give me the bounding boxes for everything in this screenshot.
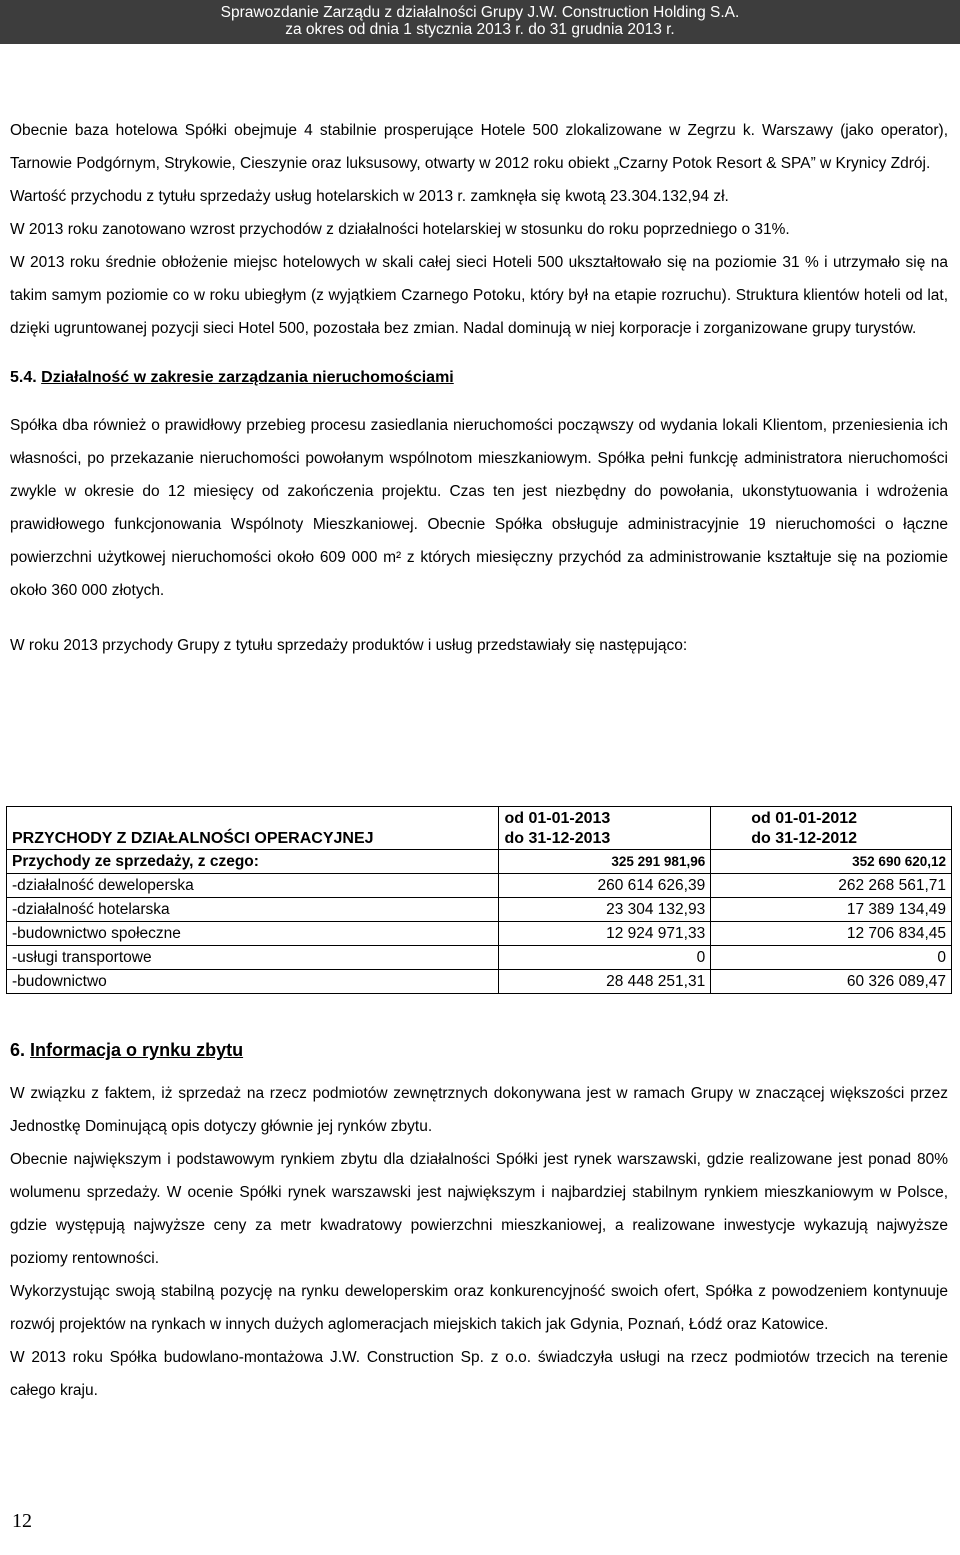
row-value-2013: 23 304 132,93 (499, 898, 711, 922)
row-label: -budownictwo (7, 970, 499, 994)
row-label: Przychody ze sprzedaży, z czego: (7, 850, 499, 874)
table-row (7, 946, 952, 970)
table-row (7, 898, 952, 922)
hotels-paragraph-2: Wartość przychodu z tytułu sprzedaży usług hotelarskich w 2013 r. zamknęła się kwotą 23.304.132,94 zł. (10, 188, 729, 205)
hotels-paragraph-4: W 2013 roku średnie obłożenie miejsc hotelowych w skali całej sieci Hoteli 500 ukształtowało się na poziomie 31 % i utrzymało się na takim samym poziomie co w roku ubiegłym (z wyjątkiem Czarnego Potoku, który był na etapie rozruchu). Struktura klientów hoteli od lat, dzięki ugruntowanej pozycji sieci Hotel 500, pozostała bez zmian. Nadal dominują w niej korporacje i zorganizowane grupy turystów. (10, 254, 948, 337)
header-2013-to: do 31-12-2013 (504, 830, 611, 847)
row-value-2013: 0 (499, 946, 711, 970)
section-6-number: 6. (10, 1040, 26, 1060)
revenue-intro: W roku 2013 przychody Grupy z tytułu sprzedaży produktów i usług przedstawiały się następująco: (10, 637, 688, 654)
row-value-2012: 262 268 561,71 (711, 874, 952, 898)
header-line-1: Sprawozdanie Zarządu z działalności Grupy J.W. Construction Holding S.A. (220, 4, 740, 21)
table-row (7, 970, 952, 994)
header-category: PRZYCHODY Z DZIAŁALNOŚCI OPERACYJNEJ (7, 807, 499, 850)
row-label: -usługi transportowe (7, 946, 499, 970)
document-body (10, 114, 948, 662)
header-period-2012 (711, 807, 952, 850)
header-2012-to: do 31-12-2012 (751, 830, 858, 847)
section-6-heading (10, 1040, 948, 1061)
market-paragraph-2: Obecnie największym i podstawowym rynkiem zbytu dla działalności Spółki jest rynek warszawski, gdzie realizowane jest ponad 80% wolumenu sprzedaży. W ocenie Spółki rynek warszawski jest największym i najbardziej stabilnym rynkiem mieszkaniowym w Polsce, gdzie występują najwyższe ceny za metr kwadratowy powierzchni mieszkaniowej, a realizowane inwestycje wykazują najwyższe poziomy rentowności. (10, 1151, 948, 1267)
row-value-2013: 260 614 626,39 (499, 874, 711, 898)
section-5-4-heading (10, 369, 948, 387)
table-row (7, 922, 952, 946)
row-value-2012: 60 326 089,47 (711, 970, 952, 994)
document-header (0, 0, 960, 44)
header-2012-from: od 01-01-2012 (751, 810, 858, 827)
section-5-4-number: 5.4. (10, 369, 37, 386)
row-value-2012: 0 (711, 946, 952, 970)
hotels-paragraph-3: W 2013 roku zanotowano wzrost przychodów z działalności hotelarskiej w stosunku do roku poprzedniego o 31%. (10, 221, 790, 238)
hotels-paragraph-1: Obecnie baza hotelowa Spółki obejmuje 4 stabilnie prosperujące Hotele 500 zlokalizowane w Zegrzu k. Warszawy (jako operator), Tarnowie Podgórnym, Strykowie, Cieszynie oraz luksusowy, otwarty w 2012 roku obiekt „Czarny Potok Resort & SPA” w Krynicy Zdrój. (10, 122, 948, 172)
row-value-2012: 12 706 834,45 (711, 922, 952, 946)
row-value-2013: 28 448 251,31 (499, 970, 711, 994)
property-management-paragraph: Spółka dba również o prawidłowy przebieg procesu zasiedlania nieruchomości począwszy od wydania lokali Klientom, przeniesienia ich własności, po przekazanie nieruchomości powołanym wspólnotom mieszkaniowym. Spółka pełni funkcję administratora nieruchomości zwykle w okresie do 12 miesięcy od zakończenia projektu. Czas ten jest niezbędny do powołania, ukonstytuowania i wdrożenia prawidłowego funkcjonowania Wspólnoty Mieszkaniowej. Obecnie Spółka obsługuje administracyjnie 19 nieruchomości o łączne powierzchni użytkowej nieruchomości około 609 000 m² z których miesięczny przychód za administrowanie kształtuje się na poziomie około 360 000 złotych. (10, 417, 948, 599)
revenue-table (6, 806, 952, 994)
row-value-2013: 325 291 981,96 (499, 850, 711, 874)
revenue-table-header (7, 807, 952, 850)
market-paragraph-1: W związku z faktem, iż sprzedaż na rzecz podmiotów zewnętrznych dokonywana jest w ramach Grupy w znaczącej większości przez Jednostkę Dominującą opis dotyczy głównie jej rynków zbytu. (10, 1085, 948, 1135)
row-value-2013: 12 924 971,33 (499, 922, 711, 946)
table-row (7, 850, 952, 874)
section-6-title: Informacja o rynku zbytu (30, 1040, 244, 1060)
market-paragraph-4: W 2013 roku Spółka budowlano-montażowa J.W. Construction Sp. z o.o. świadczyła usługi na rzecz podmiotów trzecich na terenie całego kraju. (10, 1349, 948, 1399)
row-label: -działalność deweloperska (7, 874, 499, 898)
section-5-4-title: Działalność w zakresie zarządzania nieruchomościami (41, 369, 454, 386)
header-period-2013 (499, 807, 711, 850)
row-value-2012: 352 690 620,12 (711, 850, 952, 874)
row-label: -działalność hotelarska (7, 898, 499, 922)
table-row (7, 874, 952, 898)
row-value-2012: 17 389 134,49 (711, 898, 952, 922)
row-label: -budownictwo społeczne (7, 922, 499, 946)
header-2013-from: od 01-01-2013 (504, 810, 611, 827)
market-paragraph-3: Wykorzystując swoją stabilną pozycję na rynku deweloperskim oraz konkurencyjność swoich ofert, Spółka z powodzeniem kontynuuje rozwój projektów na rynkach w innych dużych aglomeracjach miejskich takich jak Gdynia, Poznań, Łódź oraz Katowice. (10, 1283, 948, 1333)
market-section (10, 1040, 948, 1407)
page-number: 12 (12, 1510, 32, 1532)
header-line-2: za okres od dnia 1 stycznia 2013 r. do 31 grudnia 2013 r. (285, 21, 675, 38)
